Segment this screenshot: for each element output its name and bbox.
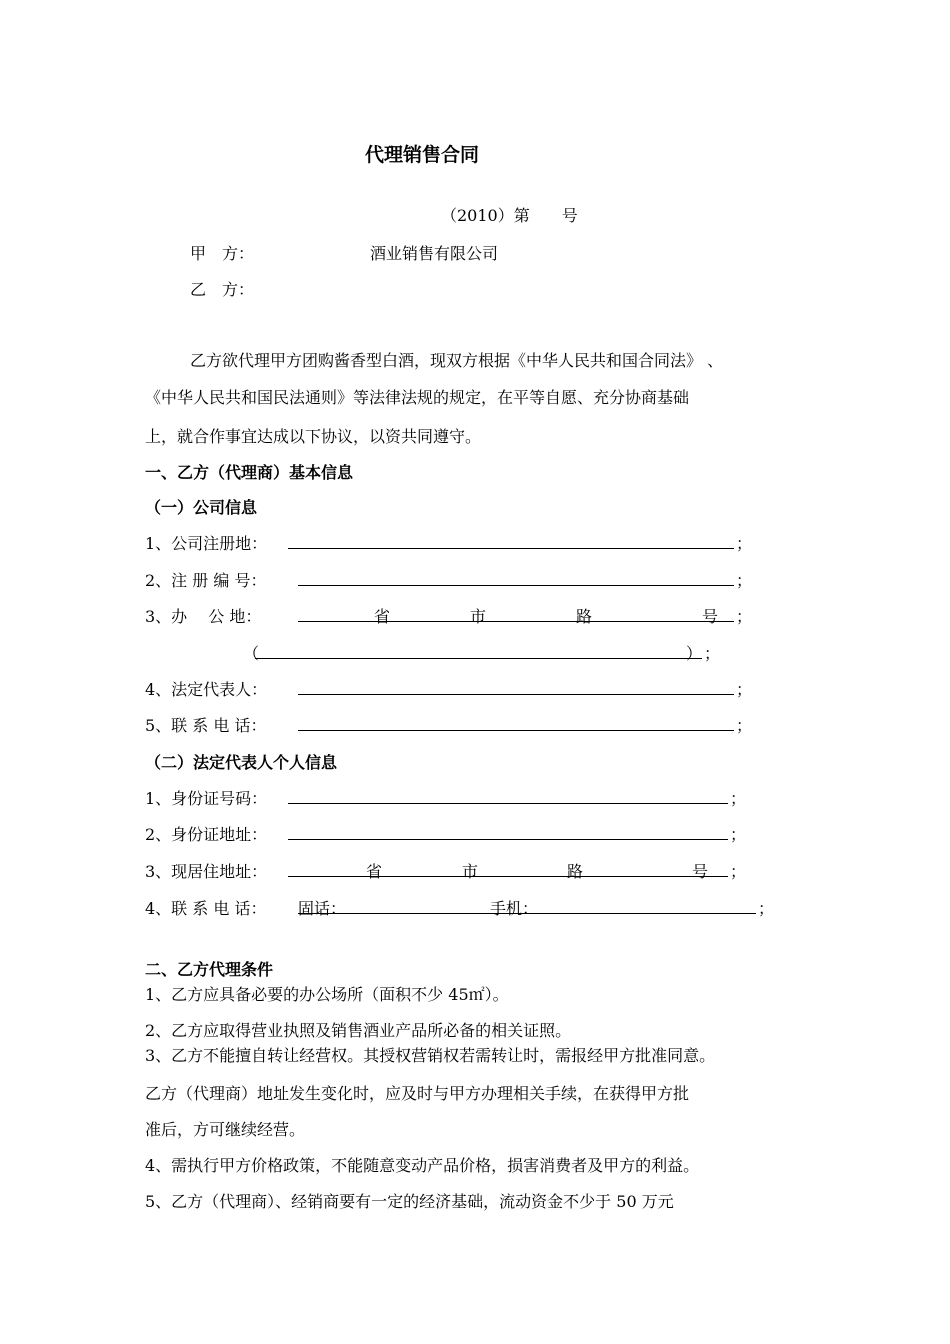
residence-road: 路 bbox=[567, 862, 584, 881]
residence-province: 省 bbox=[366, 862, 383, 881]
section1-heading: 一、乙方（代理商）基本信息 bbox=[145, 463, 354, 482]
contract-number: （2010）第 号 bbox=[441, 206, 578, 225]
paren-open: （ bbox=[243, 644, 260, 663]
section2-item: 5、乙方（代理商）、经销商要有一定的经济基础，流动资金不少于 50 万元 bbox=[145, 1192, 674, 1211]
field-end-mark: ； bbox=[758, 899, 775, 918]
residence-city: 市 bbox=[462, 862, 479, 881]
field-office-extra-blank[interactable] bbox=[255, 658, 702, 659]
field-end-mark: ； bbox=[730, 789, 747, 808]
mobile-label: 手机： bbox=[490, 899, 539, 918]
office-number: 号 bbox=[702, 607, 719, 626]
section2-item: 1、乙方应具备必要的办公场所（面积不少 45㎡）。 bbox=[145, 985, 509, 1004]
paren-close: ） bbox=[686, 644, 703, 663]
intro-line-3: 上，就合作事宜达成以下协议，以资共同遵守。 bbox=[145, 427, 482, 446]
office-road: 路 bbox=[576, 607, 593, 626]
section2-item: 4、需执行甲方价格政策，不能随意变动产品价格，损害消费者及甲方的利益。 bbox=[145, 1156, 700, 1175]
field-reg-number-blank[interactable] bbox=[298, 585, 734, 586]
office-city: 市 bbox=[470, 607, 487, 626]
field-reg-number-label: 2、注 册 编 号： bbox=[145, 571, 267, 590]
residence-number: 号 bbox=[692, 862, 709, 881]
document-title: 代理销售合同 bbox=[365, 144, 480, 166]
field-residence-label: 3、现居住地址： bbox=[145, 862, 268, 881]
section2-heading: 二、乙方代理条件 bbox=[145, 960, 274, 979]
field-residence-blank[interactable] bbox=[288, 876, 728, 877]
field-end-mark: ； bbox=[736, 607, 753, 626]
sub1-heading: （一）公司信息 bbox=[145, 498, 258, 517]
field-legal-rep-blank[interactable] bbox=[298, 694, 734, 695]
field-phone-blank[interactable] bbox=[298, 730, 734, 731]
field-end-mark: ； bbox=[736, 534, 753, 553]
field-id-address-blank[interactable] bbox=[288, 839, 728, 840]
intro-line-1: 乙方欲代理甲方团购酱香型白酒，现双方根据《中华人民共和国合同法》 、 bbox=[190, 351, 724, 370]
party-b-label: 乙 方： bbox=[190, 280, 255, 299]
field-end-mark: ； bbox=[730, 862, 747, 881]
section2-item: 2、乙方应取得营业执照及销售酒业产品所必备的相关证照。 bbox=[145, 1021, 572, 1040]
field-id-address-label: 2、身份证地址： bbox=[145, 825, 268, 844]
field-legal-rep-label: 4、法定代表人： bbox=[145, 680, 268, 699]
field-id-number-label: 1、身份证号码： bbox=[145, 789, 268, 808]
field-registered-place-blank[interactable] bbox=[288, 548, 734, 549]
field-office-label: 3、办 公 地： bbox=[145, 607, 262, 626]
field-end-mark: ； bbox=[730, 825, 747, 844]
party-a-label: 甲 方： bbox=[190, 244, 255, 263]
field-contact-label: 4、联 系 电 话： bbox=[145, 899, 267, 918]
section2-item: 准后，方可继续经营。 bbox=[145, 1120, 306, 1139]
section2-item: 乙方（代理商）地址发生变化时，应及时与甲方办理相关手续，在获得甲方批 bbox=[145, 1084, 690, 1103]
field-registered-place-label: 1、公司注册地： bbox=[145, 534, 268, 553]
intro-line-2: 《中华人民共和国民法通则》等法律法规的规定，在平等自愿、充分协商基础 bbox=[145, 388, 690, 407]
section2-item: 3、乙方不能擅自转让经营权。其授权营销权若需转让时，需报经甲方批准同意。 bbox=[145, 1046, 716, 1065]
party-a-value: 酒业销售有限公司 bbox=[370, 244, 499, 263]
field-end-mark: ； bbox=[736, 716, 753, 735]
field-end-mark: ； bbox=[704, 644, 721, 663]
field-phone-label: 5、联 系 电 话： bbox=[145, 716, 267, 735]
field-id-number-blank[interactable] bbox=[288, 803, 728, 804]
field-office-blank[interactable] bbox=[298, 621, 734, 622]
landline-label: 固话： bbox=[298, 899, 347, 918]
field-end-mark: ； bbox=[736, 571, 753, 590]
sub2-heading: （二）法定代表人个人信息 bbox=[145, 753, 338, 772]
office-province: 省 bbox=[374, 607, 391, 626]
field-end-mark: ； bbox=[736, 680, 753, 699]
